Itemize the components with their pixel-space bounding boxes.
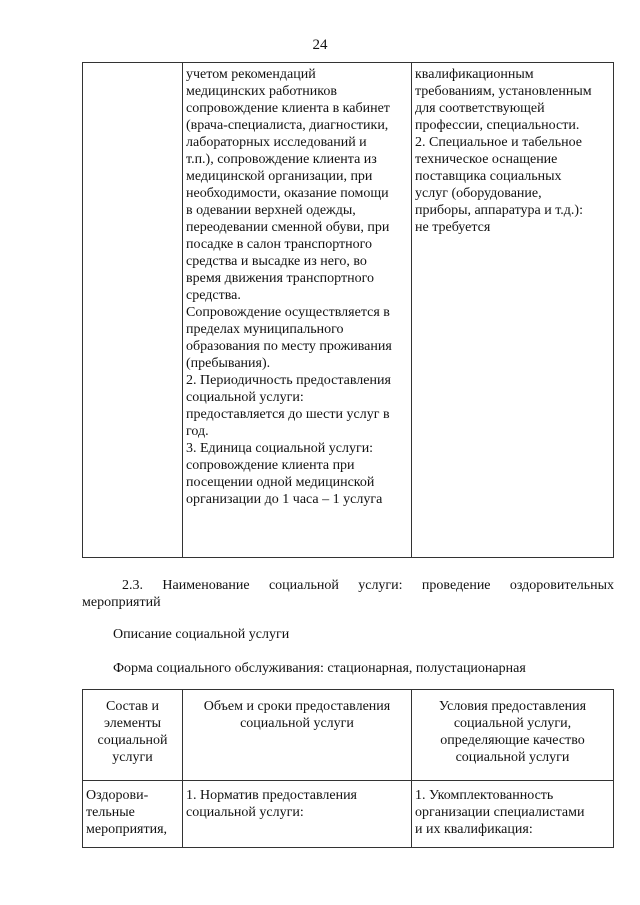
header-cell-volume-terms: [183, 690, 412, 781]
header-text: [186, 698, 408, 732]
text-line: тельные: [86, 805, 135, 820]
section-heading-line: 2.3. Наименование социальной услуги: проведение оздоровительных: [122, 578, 614, 593]
header-text: [86, 698, 179, 766]
text-line: социальной услуги:: [186, 390, 304, 405]
text-line: предоставляется до шести услуг в: [186, 407, 390, 422]
text-line: Сопровождение осуществляется в: [186, 305, 390, 320]
text-line: год.: [186, 424, 209, 439]
text-line: средства и высадке из него, во: [186, 254, 367, 269]
cell-text-block: [186, 66, 408, 508]
cell-text-block: [415, 66, 610, 236]
text-line: (пребывания).: [186, 356, 271, 371]
text-line: услуги: [112, 750, 153, 765]
text-line: время движения транспортного: [186, 271, 374, 286]
text-line: сопровождение клиента при: [186, 458, 355, 473]
cell-text-block: [86, 787, 179, 838]
cell-text-block: [186, 787, 408, 821]
text-line: лабораторных исследований и: [186, 135, 367, 150]
header-cell-composition: [83, 690, 183, 781]
text-line: 3. Единица социальной услуги:: [186, 441, 374, 456]
services-table: [82, 689, 614, 848]
section-heading: [82, 577, 614, 611]
text-line: услуг (оборудование,: [415, 186, 542, 201]
text-line: необходимости, оказание помощи: [186, 186, 389, 201]
table-header-row: [83, 690, 614, 781]
section-heading-line: мероприятий: [82, 595, 161, 610]
text-line: Оздорови-: [86, 788, 149, 803]
text-line: и их квалификация:: [415, 822, 533, 837]
services-table-continued: [82, 62, 614, 558]
text-line: образования по месту проживания: [186, 339, 392, 354]
text-line: Условия предоставления: [438, 699, 587, 714]
table-row: [83, 781, 614, 848]
text-line: т.п.), сопровождение клиента из: [186, 152, 377, 167]
header-cell-conditions: [412, 690, 614, 781]
text-line: техническое оснащение: [415, 152, 558, 167]
table-cell-volume-terms: [183, 63, 412, 558]
text-line: учетом рекомендаций: [186, 67, 316, 82]
text-line: требованиям, установленным: [415, 84, 592, 99]
header-text: [415, 698, 610, 766]
text-line: социальной услуги,: [453, 716, 572, 731]
service-form-text: Форма социального обслуживания: стационарная, полустационарная: [113, 661, 526, 676]
table-cell-conditions: [412, 63, 614, 558]
text-line: сопровождение клиента в кабинет: [186, 101, 390, 116]
text-line: пределах муниципального: [186, 322, 344, 337]
table-row: [83, 63, 614, 558]
text-line: 2. Периодичность предоставления: [186, 373, 391, 388]
text-line: 1. Укомплектованность: [415, 788, 554, 803]
text-line: медицинских работников: [186, 84, 337, 99]
text-line: посещении одной медицинской: [186, 475, 375, 490]
text-line: элементы: [103, 716, 162, 731]
table-cell-composition: [83, 63, 183, 558]
text-line: приборы, аппаратура и т.д.):: [415, 203, 583, 218]
text-line: средства.: [186, 288, 241, 303]
text-line: 1. Норматив предоставления: [186, 788, 357, 803]
text-line: посадке в салон транспортного: [186, 237, 373, 252]
text-line: социальной: [97, 733, 168, 748]
text-line: определяющие качество: [440, 733, 585, 748]
text-line: организации до 1 часа – 1 услуга: [186, 492, 383, 507]
table-cell-conditions: [412, 781, 614, 848]
text-line: 2. Специальное и табельное: [415, 135, 583, 150]
text-line: Объем и сроки предоставления: [203, 699, 391, 714]
text-line: Состав и: [105, 699, 159, 714]
text-line: социальной услуги:: [186, 805, 304, 820]
table-cell-composition: [83, 781, 183, 848]
text-line: переодевании сменной обуви, при: [186, 220, 390, 235]
text-line: квалификационным: [415, 67, 534, 82]
text-line: социальной услуги: [240, 716, 354, 731]
text-line: в одевании верхней одежды,: [186, 203, 356, 218]
text-line: не требуется: [415, 220, 491, 235]
text-line: (врача-специалиста, диагностики,: [186, 118, 389, 133]
text-line: медицинской организации, при: [186, 169, 373, 184]
table-cell-volume-terms: [183, 781, 412, 848]
text-line: организации специалистами: [415, 805, 585, 820]
cell-text-block: [415, 787, 610, 838]
text-line: мероприятия,: [86, 822, 168, 837]
text-line: поставщика социальных: [415, 169, 562, 184]
text-line: для соответствующей: [415, 101, 545, 116]
description-title: Описание социальной услуги: [113, 627, 290, 642]
text-line: социальной услуги: [455, 750, 570, 765]
text-line: профессии, специальности.: [415, 118, 580, 133]
page-number: 24: [312, 37, 328, 53]
